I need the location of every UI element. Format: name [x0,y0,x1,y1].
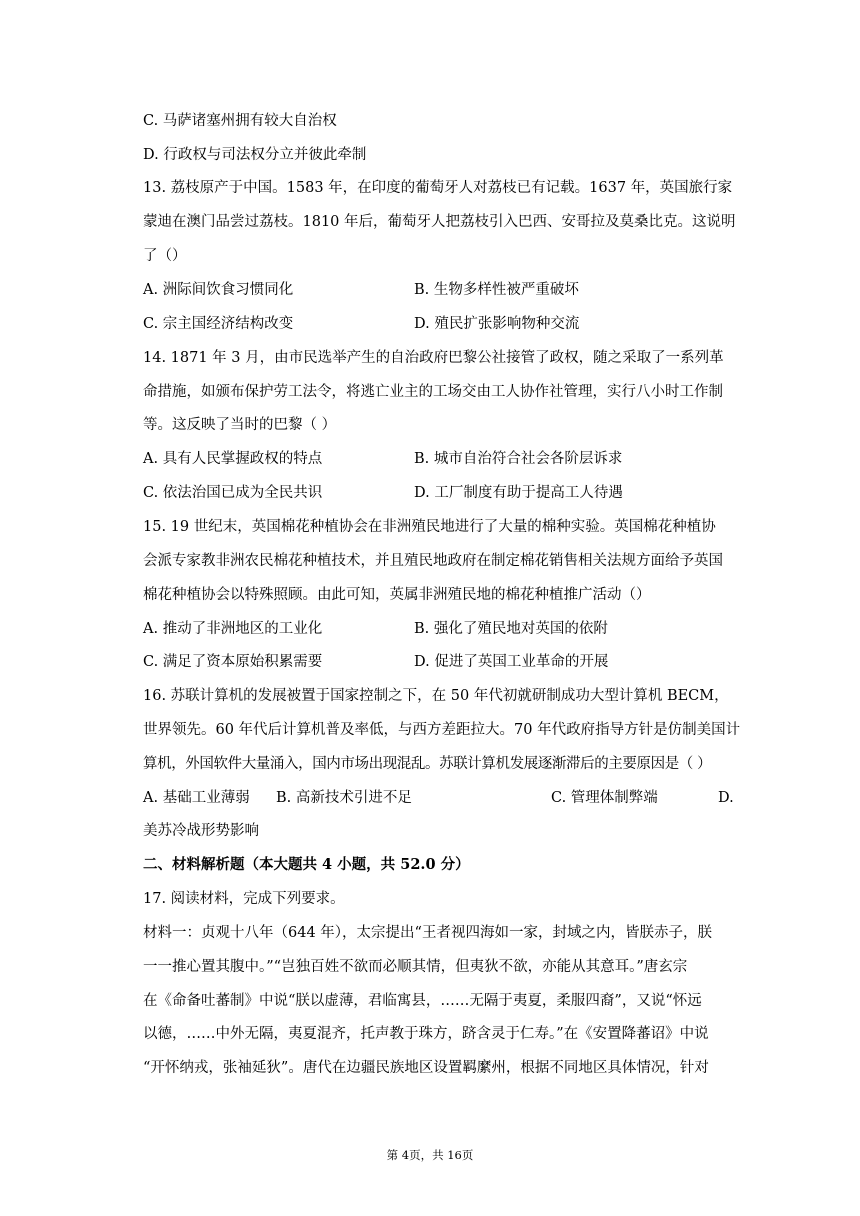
q15-option-a: A. 推动了非洲地区的工业化 [143,621,323,637]
q17-material-line-4: 以德，……中外无隔，夷夏混齐，托声教于珠方，跻含灵于仁寿。”在《安置降蕃诏》中说 [143,1026,709,1042]
q15-option-c: C. 满足了资本原始积累需要 [143,654,323,670]
q14-option-b: B. 城市自治符合社会各阶层诉求 [414,451,623,467]
q14-stem-line-3: 等。这反映了当时的巴黎（ ） [143,417,337,433]
q16-option-d: D. [718,790,734,806]
section-heading: 二、材料解析题（本大题共 4 小题，共 52.0 分） [143,856,470,873]
q15-option-b: B. 强化了殖民地对英国的依附 [414,621,608,637]
q12-option-d: D. 行政权与司法权分立并彼此牵制 [143,147,367,163]
page-number-footer: 第 4页，共 16页 [386,1148,474,1162]
q13-option-b: B. 生物多样性被严重破坏 [414,282,579,298]
q16-option-d-continued: 美苏冷战形势影响 [143,823,259,839]
q16-option-b: B. 高新技术引进不足 [276,790,412,806]
q16-option-c: C. 管理体制弊端 [551,790,658,806]
q14-stem-line-2: 命措施，如颁布保护劳工法令，将逃亡业主的工场交由工人协作社管理，实行八小时工作制 [143,384,723,400]
q15-stem-line-1: 15. 19 世纪末，英国棉花种植协会在非洲殖民地进行了大量的棉种实验。英国棉花种植协 [143,519,716,535]
q17-material-line-2: 一一推心置其腹中。”“岂独百姓不欲而必顺其情，但夷狄不欲，亦能从其意耳。”唐玄宗 [143,959,688,975]
q13-stem-line-2: 蒙迪在澳门品尝过荔枝。1810 年后，葡萄牙人把荔枝引入巴西、安哥拉及莫桑比克。这说明 [143,214,736,230]
q13-option-c: C. 宗主国经济结构改变 [143,316,294,332]
q15-stem-line-3: 棉花种植协会以特殊照顾。由此可知，英属非洲殖民地的棉花种植推广活动（） [143,587,651,603]
q13-stem-line-1: 13. 荔枝原产于中国。1583 年，在印度的葡萄牙人对荔枝已有记载。1637 年，英国旅行家 [143,180,733,196]
q17-material-line-5: “开怀纳戎，张袖延狄”。唐代在边疆民族地区设置羁縻州，根据不同地区具体情况，针对 [143,1060,709,1076]
q15-option-d: D. 促进了英国工业革命的开展 [414,654,609,670]
q14-option-c: C. 依法治国已成为全民共识 [143,485,323,501]
q16-stem-line-2: 世界领先。60 年代后计算机普及率低，与西方差距拉大。70 年代政府指导方针是仿制美国计 [143,722,741,738]
q17-material-line-3: 在《命备吐蕃制》中说“朕以虚薄，君临寓县，……无隔于夷夏，柔服四裔”，又说“怀远 [143,993,702,1009]
q13-option-a: A. 洲际间饮食习惯同化 [143,282,294,298]
q13-stem-line-3: 了（） [143,248,187,264]
q14-option-d: D. 工厂制度有助于提高工人待遇 [414,485,623,501]
q13-option-d: D. 殖民扩张影响物种交流 [414,316,580,332]
q16-stem-line-3: 算机，外国软件大量涌入，国内市场出现混乱。苏联计算机发展逐渐滞后的主要原因是（ ） [143,756,712,772]
q15-stem-line-2: 会派专家教非洲农民棉花种植技术，并且殖民地政府在制定棉花销售相关法规方面给予英国 [143,553,723,569]
q14-stem-line-1: 14. 1871 年 3 月，由市民选举产生的自治政府巴黎公社接管了政权，随之采取了一系列革 [143,350,724,366]
q17-material-line-1: 材料一：贞观十八年（644 年），太宗提出“王者视四海如一家，封域之内，皆朕赤子，朕 [143,925,712,941]
q12-option-c: C. 马萨诸塞州拥有较大自治权 [143,113,337,129]
q17-stem: 17. 阅读材料，完成下列要求。 [143,891,345,907]
q14-option-a: A. 具有人民掌握政权的特点 [143,451,323,467]
q16-stem-line-1: 16. 苏联计算机的发展被置于国家控制之下，在 50 年代初就研制成功大型计算机 BECM， [143,688,729,704]
q16-option-a: A. 基础工业薄弱 [143,790,250,806]
